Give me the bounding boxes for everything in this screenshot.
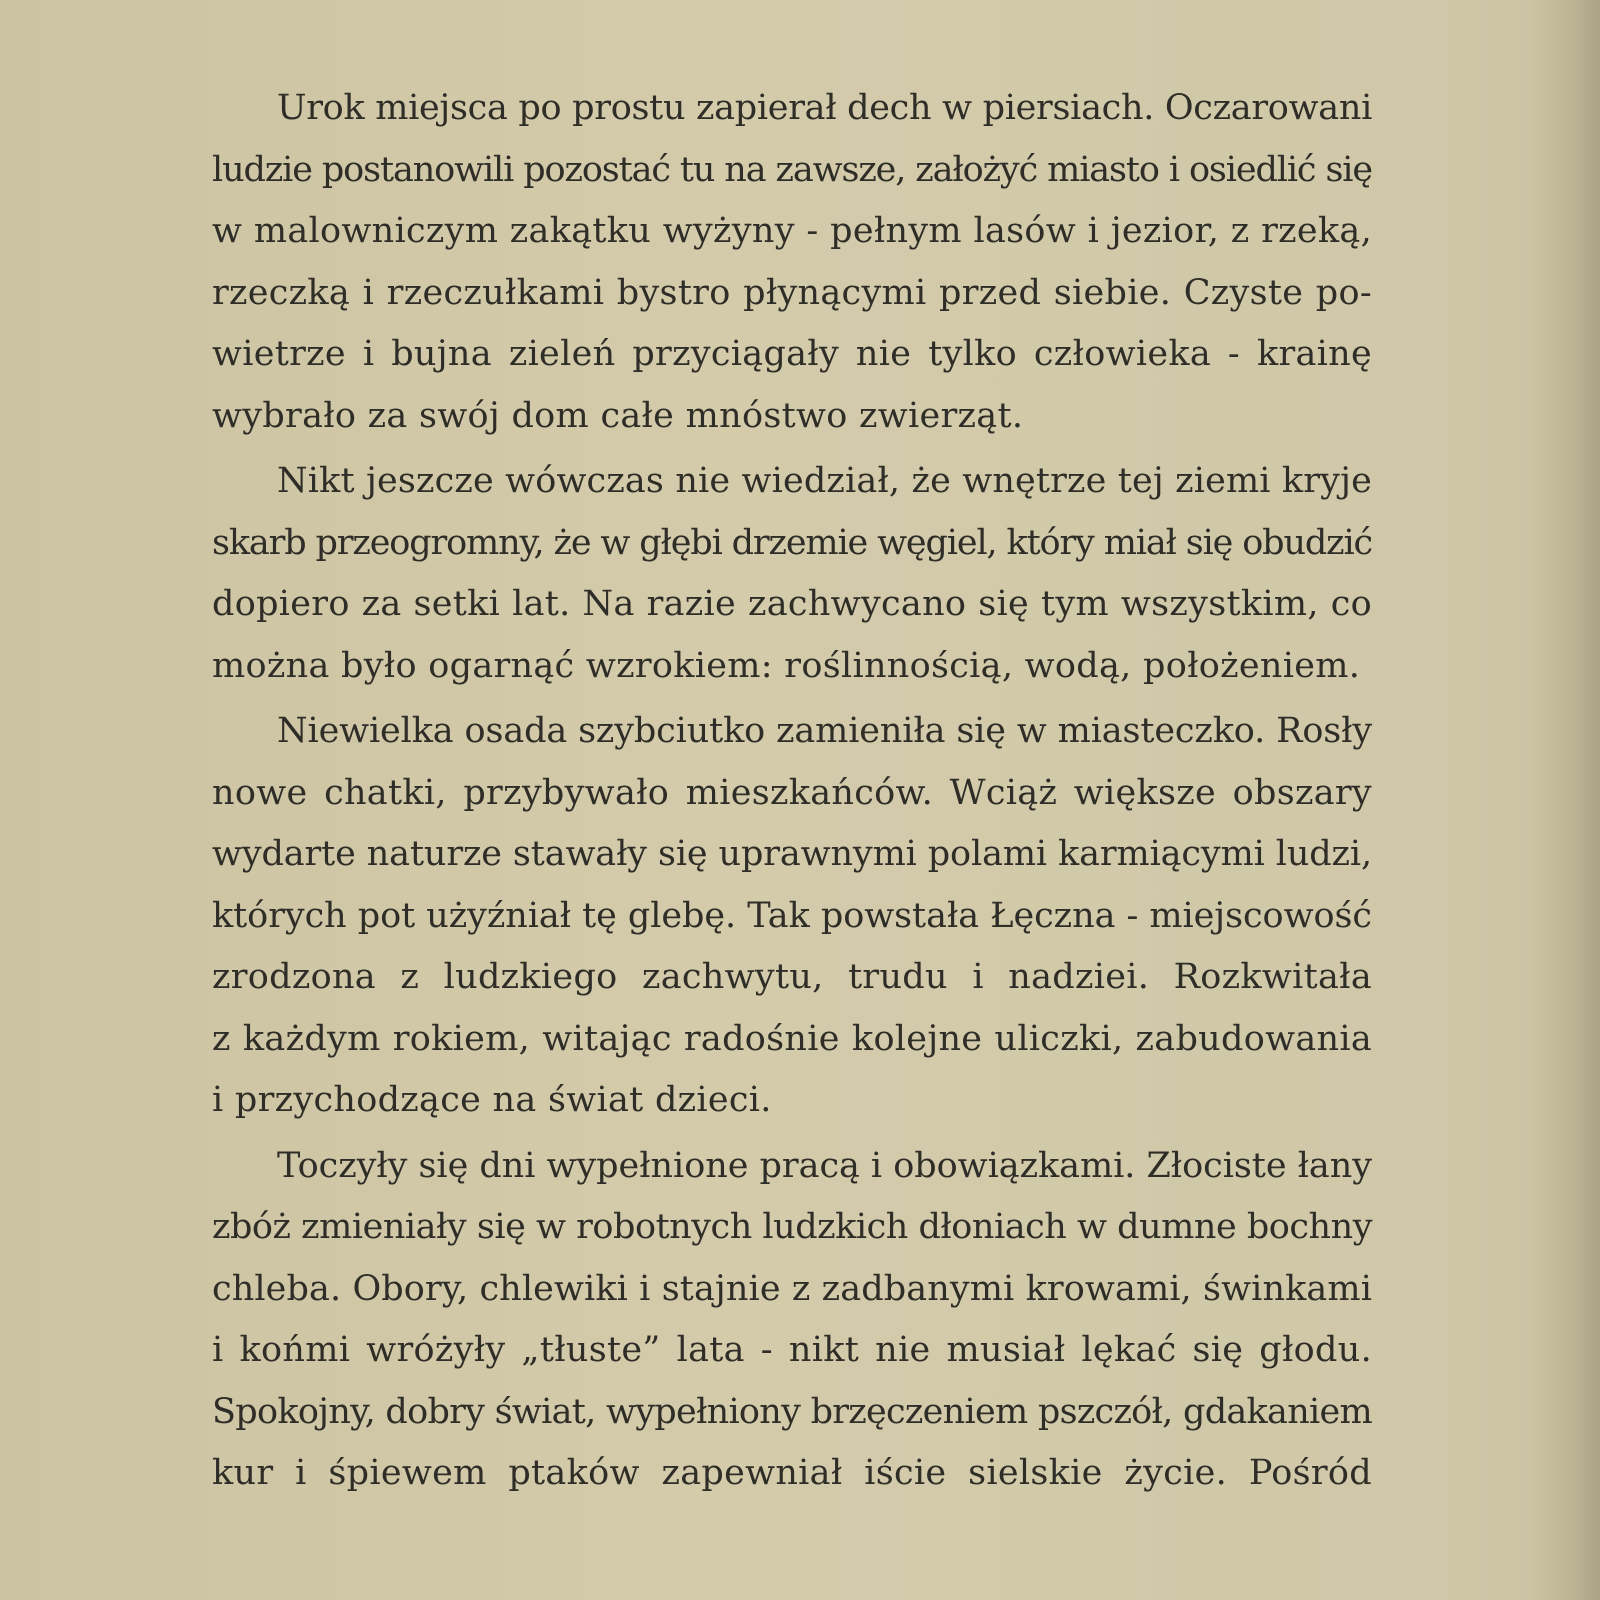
- body-text: [212, 78, 1372, 1505]
- text-line: chleba. Obory, chlewiki i stajnie z zadbanymi krowami, świnkami: [212, 1268, 1372, 1309]
- text-line: i przychodzące na świat dzieci.: [212, 1080, 772, 1120]
- paragraph-4: [212, 1136, 1372, 1505]
- text-line: z każdym rokiem, witając radośnie kolejne uliczki, zabudowania: [212, 1018, 1372, 1059]
- page-gutter-shadow: [1530, 0, 1600, 1600]
- paragraph-1: [212, 78, 1372, 447]
- text-line: rzeczką i rzeczułkami bystro płynącymi przed siebie. Czyste po-: [212, 272, 1372, 313]
- paragraph-2: [212, 451, 1372, 697]
- text-line: Urok miejsca po prostu zapierał dech w piersiach. Oczarowani: [277, 88, 1372, 128]
- text-line: Nikt jeszcze wówczas nie wiedział, że wnętrze tej ziemi kryje: [277, 461, 1372, 501]
- paragraph-3: [212, 701, 1372, 1132]
- text-line: dopiero za setki lat. Na razie zachwycano się tym wszystkim, co: [212, 584, 1372, 624]
- text-line: wydarte naturze stawały się uprawnymi polami karmiącymi ludzi,: [212, 834, 1372, 874]
- text-line: kur i śpiewem ptaków zapewniał iście sielskie życie. Pośród: [212, 1453, 1372, 1493]
- text-line: Spokojny, dobry świat, wypełniony brzęczeniem pszczół, gdakaniem: [212, 1391, 1372, 1432]
- text-line: i końmi wróżyły „tłuste” lata - nikt nie musiał lękać się głodu.: [212, 1330, 1372, 1370]
- text-line: skarb przeogromny, że w głębi drzemie węgiel, który miał się obudzić: [212, 522, 1372, 563]
- text-line: Toczyły się dni wypełnione pracą i obowiązkami. Złociste łany: [277, 1145, 1372, 1186]
- text-line: można było ogarnąć wzrokiem: roślinnością, wodą, położeniem.: [212, 645, 1361, 686]
- text-line: nowe chatki, przybywało mieszkańców. Wciąż większe obszary: [212, 772, 1372, 813]
- text-line: których pot użyźniał tę glebę. Tak powstała Łęczna - miejscowość: [212, 895, 1372, 936]
- text-line: zrodzona z ludzkiego zachwytu, trudu i nadziei. Rozkwitała: [212, 957, 1372, 997]
- text-line: w malowniczym zakątku wyżyny - pełnym lasów i jezior, z rzeką,: [212, 211, 1372, 251]
- text-line: Niewielka osada szybciutko zamieniła się w miasteczko. Rosły: [277, 711, 1372, 751]
- text-line: wietrze i bujna zieleń przyciągały nie tylko człowieka - krainę: [212, 334, 1372, 374]
- text-line: wybrało za swój dom całe mnóstwo zwierząt.: [212, 395, 1024, 436]
- text-line: zbóż zmieniały się w robotnych ludzkich dłoniach w dumne bochny: [212, 1207, 1373, 1247]
- text-line: ludzie postanowili pozostać tu na zawsze, założyć miasto i osiedlić się: [212, 149, 1372, 190]
